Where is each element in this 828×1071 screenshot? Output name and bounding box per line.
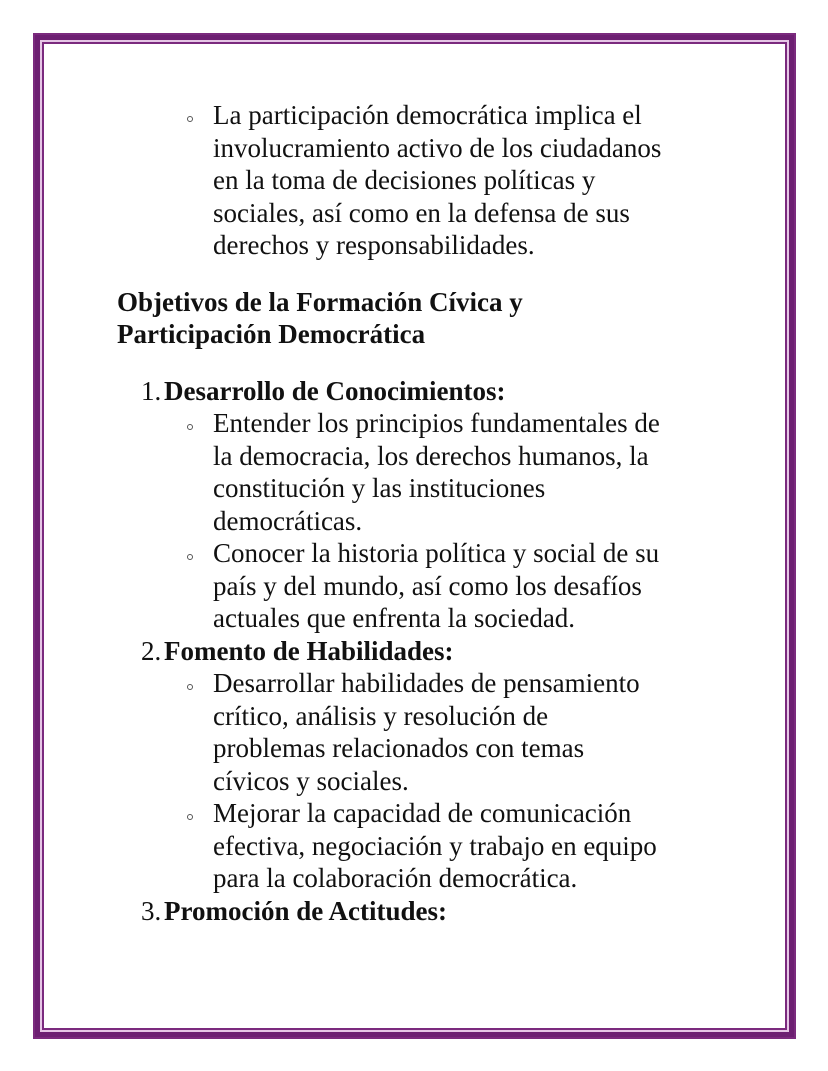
- text-line: derechos y responsabilidades.: [213, 230, 535, 260]
- text-line: problemas relacionados con temas: [213, 733, 585, 763]
- list-number: 1.: [141, 375, 162, 406]
- text-line: país y del mundo, así como los desafíos: [213, 570, 642, 601]
- objective-title: Promoción de Actitudes:: [164, 895, 447, 926]
- document-content: [0, 99, 828, 927]
- text-line: en la toma de decisiones políticas y: [213, 165, 596, 195]
- list-item: [0, 407, 828, 537]
- text-line: sociales, así como en la defensa de sus: [213, 197, 630, 228]
- text-line: constitución y las instituciones: [213, 473, 546, 503]
- text-line: La participación democrática implica el: [213, 100, 642, 130]
- text-line: Mejorar la capacidad de comunicación: [213, 798, 632, 828]
- list-number: 2.: [141, 635, 162, 666]
- text-line: democráticas.: [213, 505, 363, 536]
- heading-line: Participación Democrática: [117, 319, 426, 349]
- hollow-bullet-icon: [187, 814, 193, 820]
- text-line: crítico, análisis y resolución de: [213, 700, 549, 731]
- list-item: [0, 537, 828, 635]
- text-line: involucramiento activo de los ciudadanos: [213, 132, 662, 163]
- text-line: efectiva, negociación y trabajo en equipo: [213, 830, 657, 861]
- hollow-bullet-icon: [187, 116, 193, 122]
- text-line: Entender los principios fundamentales de: [213, 408, 660, 438]
- objective-item-2: [0, 635, 828, 668]
- list-number: 3.: [141, 895, 162, 926]
- text-line: Conocer la historia política y social de su: [213, 538, 660, 568]
- hollow-bullet-icon: [187, 684, 193, 690]
- list-item: [0, 797, 828, 895]
- text-line: para la colaboración democrática.: [213, 863, 578, 893]
- text-line: cívicos y sociales.: [213, 765, 409, 796]
- intro-bullet-item: [0, 99, 828, 262]
- text-line: la democracia, los derechos humanos, la: [213, 440, 649, 471]
- objective-item-1: [0, 375, 828, 408]
- objective-title: Fomento de Habilidades:: [164, 635, 454, 666]
- list-item: [0, 667, 828, 797]
- section-heading: [0, 286, 828, 351]
- heading-line: Objetivos de la Formación Cívica y: [117, 286, 523, 317]
- hollow-bullet-icon: [187, 554, 193, 560]
- text-line: Desarrollar habilidades de pensamiento: [213, 668, 640, 698]
- objective-item-3: [0, 895, 828, 928]
- text-line: actuales que enfrenta la sociedad.: [213, 603, 576, 633]
- objective-title: Desarrollo de Conocimientos:: [164, 375, 506, 406]
- hollow-bullet-icon: [187, 424, 193, 430]
